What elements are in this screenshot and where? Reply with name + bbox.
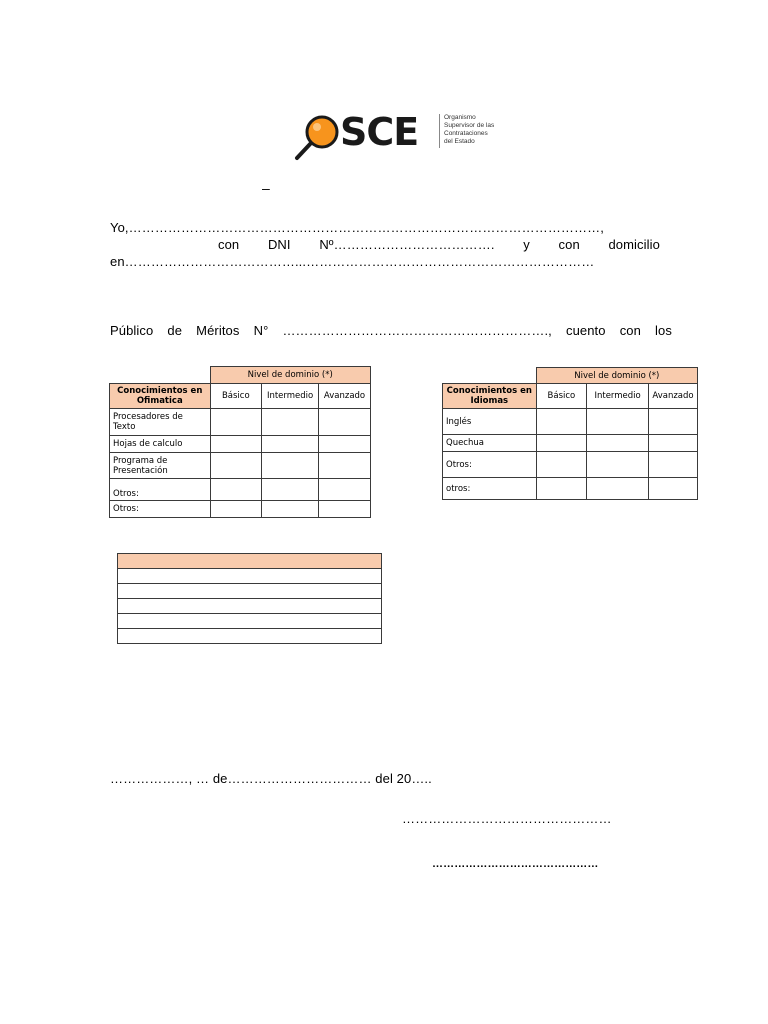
cell[interactable] xyxy=(587,409,649,435)
cell[interactable] xyxy=(210,501,262,518)
cell[interactable] xyxy=(262,501,319,518)
word: DNI xyxy=(267,237,291,252)
table-row xyxy=(110,479,371,501)
cell[interactable] xyxy=(649,435,698,452)
cell[interactable] xyxy=(210,479,262,501)
row-label: Quechua xyxy=(443,435,537,452)
logo-subtitle xyxy=(444,114,494,146)
table-row xyxy=(443,452,698,478)
table-row xyxy=(110,436,371,453)
level-header: Nivel de dominio (*) xyxy=(536,368,697,384)
cell[interactable] xyxy=(649,478,698,500)
table-row xyxy=(110,409,371,436)
cell[interactable] xyxy=(319,453,371,479)
cell[interactable] xyxy=(262,409,319,436)
word: N° xyxy=(253,323,269,338)
cell[interactable] xyxy=(319,501,371,518)
declaration-line-4 xyxy=(110,323,672,338)
table-row xyxy=(118,629,382,644)
table-row xyxy=(110,501,371,518)
signature-line: ………………………………………… xyxy=(402,811,612,826)
word: de xyxy=(167,323,183,338)
cell[interactable] xyxy=(118,599,382,614)
cell[interactable] xyxy=(649,452,698,478)
word: cuento xyxy=(565,323,606,338)
row-label: Otros: xyxy=(443,452,537,478)
cell[interactable] xyxy=(319,479,371,501)
declaration-line-1: Yo,………………………………………………………………………………………………, xyxy=(110,220,604,235)
osce-logo xyxy=(292,108,512,164)
table-row xyxy=(118,554,382,569)
word: con xyxy=(218,237,240,252)
logo-subtitle-line: Organismo xyxy=(444,114,476,121)
word: los xyxy=(655,323,672,338)
word: con xyxy=(558,237,580,252)
logo-subtitle-line: Contrataciones xyxy=(444,130,488,137)
declaration-line-3: en…………………………………...………………………………………………………… xyxy=(110,254,595,269)
table-row xyxy=(118,599,382,614)
cell[interactable] xyxy=(118,614,382,629)
empty-corner xyxy=(443,368,537,384)
cell[interactable] xyxy=(536,435,587,452)
declaration-line-2 xyxy=(110,237,660,252)
cell[interactable] xyxy=(587,452,649,478)
row-label: Otros: xyxy=(110,479,211,501)
cell[interactable] xyxy=(319,436,371,453)
cell[interactable] xyxy=(536,452,587,478)
cell[interactable] xyxy=(210,453,262,479)
row-label: Hojas de calculo xyxy=(110,436,211,453)
cell[interactable] xyxy=(536,478,587,500)
table-row xyxy=(443,435,698,452)
cell[interactable] xyxy=(536,409,587,435)
cell[interactable] xyxy=(210,436,262,453)
row-label: Procesadores de Texto xyxy=(110,409,211,436)
blank-table xyxy=(117,553,382,644)
level-intermediate: Intermedio xyxy=(587,384,649,409)
row-label: otros: xyxy=(443,478,537,500)
cell[interactable] xyxy=(587,478,649,500)
word: Méritos xyxy=(196,323,240,338)
cell[interactable] xyxy=(649,409,698,435)
cell[interactable] xyxy=(118,569,382,584)
empty-corner xyxy=(110,367,211,384)
table-row xyxy=(110,453,371,479)
cell[interactable] xyxy=(319,409,371,436)
language-header: Conocimientos en Idiomas xyxy=(443,384,537,409)
table-row xyxy=(118,614,382,629)
name-line: ……………………………………… xyxy=(432,858,599,870)
office-skills-table xyxy=(109,366,371,518)
level-advanced: Avanzado xyxy=(649,384,698,409)
row-label: Programa de Presentación xyxy=(110,453,211,479)
level-header: Nivel de dominio (*) xyxy=(210,367,371,384)
logo-divider xyxy=(439,114,440,148)
level-basic: Básico xyxy=(536,384,587,409)
word: y xyxy=(523,237,530,252)
word: Nº………………………………. xyxy=(319,237,495,252)
cell[interactable] xyxy=(118,629,382,644)
cell[interactable] xyxy=(262,479,319,501)
cell[interactable] xyxy=(118,584,382,599)
table-row xyxy=(118,584,382,599)
language-skills-table xyxy=(442,367,698,500)
dash-mark: – xyxy=(262,180,270,196)
level-basic: Básico xyxy=(210,384,262,409)
office-header: Conocimientos en Ofimatica xyxy=(110,384,211,409)
table-row xyxy=(118,569,382,584)
cell[interactable] xyxy=(262,453,319,479)
table-row xyxy=(443,478,698,500)
date-line: ………………, … de…………………………… del 20….. xyxy=(110,771,432,786)
row-label: Inglés xyxy=(443,409,537,435)
logo-subtitle-line: del Estado xyxy=(444,138,475,145)
logo-subtitle-line: Supervisor de las xyxy=(444,122,495,129)
level-intermediate: Intermedio xyxy=(262,384,319,409)
word: ……………………………………………………., xyxy=(282,323,552,338)
cell[interactable] xyxy=(587,435,649,452)
cell[interactable] xyxy=(118,554,382,569)
level-advanced: Avanzado xyxy=(319,384,371,409)
word: domicilio xyxy=(608,237,660,252)
word: con xyxy=(619,323,641,338)
logo-brand-text: SCE xyxy=(340,110,419,154)
cell[interactable] xyxy=(210,409,262,436)
cell[interactable] xyxy=(262,436,319,453)
row-label: Otros: xyxy=(110,501,211,518)
table-row xyxy=(443,409,698,435)
word: Público xyxy=(110,323,154,338)
